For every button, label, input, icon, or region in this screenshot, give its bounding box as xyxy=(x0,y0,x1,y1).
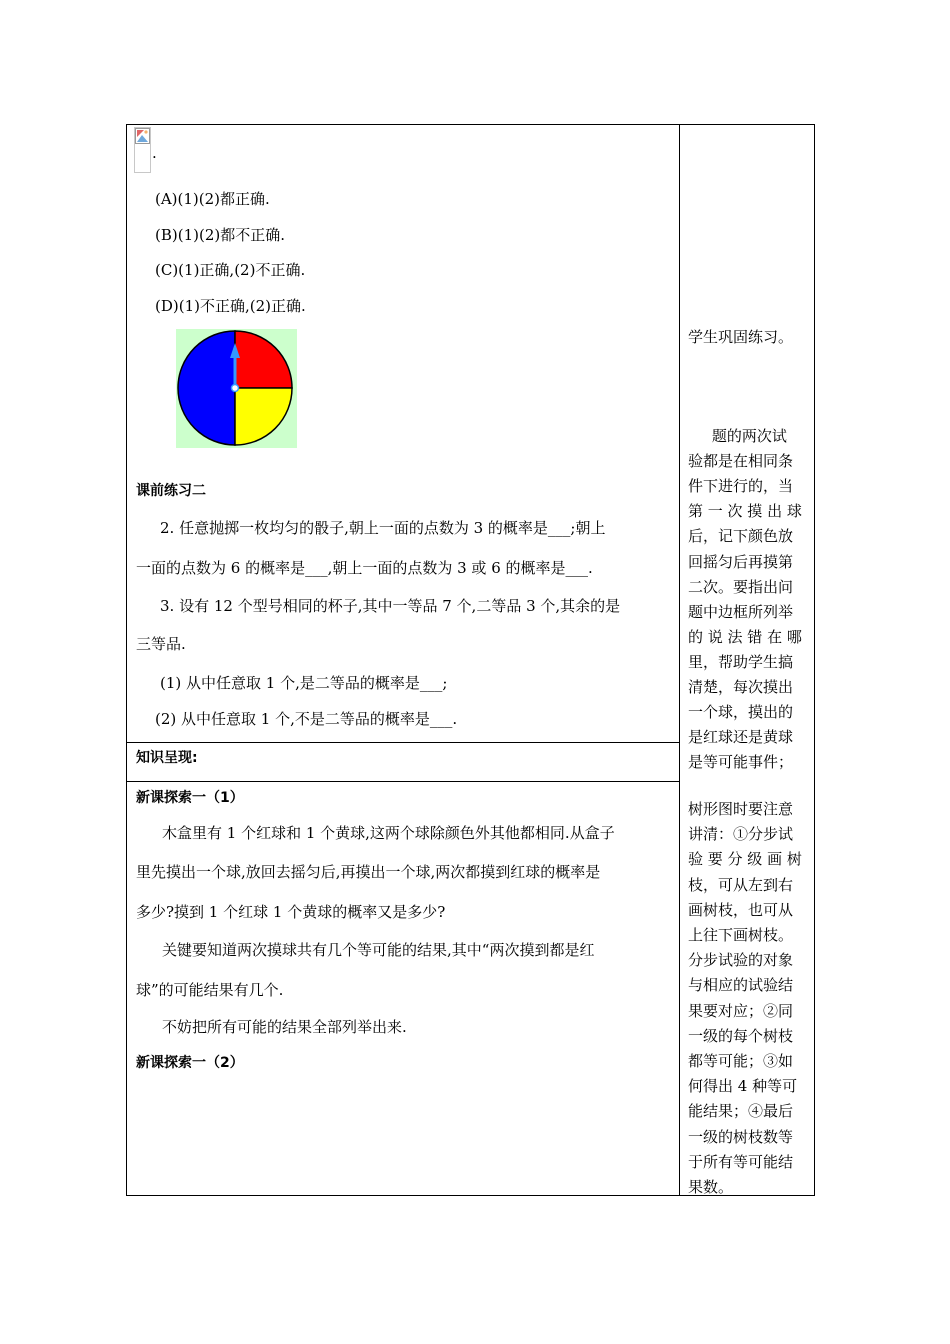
side-note-explanation-line: 回摇匀后再摸第 xyxy=(688,552,794,571)
row-divider-knowledge xyxy=(126,742,680,743)
side-note-explanation-line: 是等可能事件； xyxy=(688,753,794,772)
option-a: (A)(1)(2)都正确. xyxy=(155,190,270,208)
side-note-tree-diagram-line: 分步试验的对象 xyxy=(688,951,794,970)
section-practice-2-title: 课前练习二 xyxy=(136,483,206,499)
question-2-line-2: 一面的点数为 6 的概率是___,朝上一面的点数为 3 或 6 的概率是___. xyxy=(136,559,593,577)
side-note-tree-diagram-line: 何得出 4 种等可 xyxy=(688,1077,798,1096)
side-note-tree-diagram-line: 能结果；④最后 xyxy=(688,1102,794,1121)
side-note-tree-diagram-line: 都等可能；③如 xyxy=(688,1052,794,1070)
side-note-explanation-line: 是红球还是黄球 xyxy=(688,728,794,747)
explore-paragraph-2-line-1: 关键要知道两次摸球共有几个等可能的结果,其中“两次摸到都是红 xyxy=(162,941,595,959)
side-note-explanation-line: 题的两次试 xyxy=(688,427,787,445)
side-note-tree-diagram-line: 枝，可从左到右 xyxy=(688,875,794,894)
side-note-tree-diagram-line: 一级的树枝数等 xyxy=(688,1127,794,1146)
explore-paragraph-1-line-2: 里先摸出一个球,放回去摇匀后,再摸出一个球,两次都摸到红球的概率是 xyxy=(136,863,601,881)
side-note-explanation-line: 验都是在相同条 xyxy=(688,452,794,471)
side-note-tree-diagram-line: 树形图时要注意 xyxy=(688,800,794,818)
section-explore-1-title: 新课探索一（1） xyxy=(136,790,244,806)
question-3-sub-1: (1) 从中任意取 1 个,是二等品的概率是___; xyxy=(160,674,448,692)
side-note-explanation-line: 清楚，每次摸出 xyxy=(688,678,794,696)
side-note-explanation-line: 一个球，摸出的 xyxy=(688,703,794,722)
image-caption-dot: . xyxy=(152,144,157,162)
side-note-explanation-line: 件下进行的，当 xyxy=(688,477,794,496)
side-note-tree-diagram-line: 果数。 xyxy=(688,1178,734,1196)
question-3-line-1: 3. 设有 12 个型号相同的杯子,其中一等品 7 个,二等品 3 个,其余的是 xyxy=(160,597,621,615)
explore-paragraph-1-line-1: 木盒里有 1 个红球和 1 个黄球,这两个球除颜色外其他都相同.从盒子 xyxy=(162,824,615,842)
option-b: (B)(1)(2)都不正确. xyxy=(155,226,285,244)
side-note-explanation-line: 的 说 法 错 在 哪 xyxy=(688,627,802,646)
side-note-explanation-line: 第 一 次 摸 出 球 xyxy=(688,502,802,521)
option-d: (D)(1)不正确,(2)正确. xyxy=(155,297,306,315)
side-note-tree-diagram-line: 与相应的试验结 xyxy=(688,976,794,995)
explore-paragraph-1-line-3: 多少?摸到 1 个红球 1 个黄球的概率又是多少? xyxy=(136,903,446,921)
section-knowledge-title: 知识呈现: xyxy=(136,750,198,766)
side-note-tree-diagram-line: 验 要 分 级 画 树 xyxy=(688,850,802,869)
spinner-pie-chart xyxy=(176,329,297,448)
side-note-explanation-line: 题中边框所列举 xyxy=(688,602,794,621)
side-note-tree-diagram-line: 上往下画树枝。 xyxy=(688,926,794,944)
side-note-tree-diagram-line: 画树枝，也可从 xyxy=(688,900,794,919)
side-note-tree-diagram-line: 于所有等可能结 xyxy=(688,1152,794,1171)
side-note-tree-diagram-line: 讲清：①分步试 xyxy=(688,825,794,844)
side-note-tree-diagram-line: 果要对应；②同 xyxy=(688,1001,794,1020)
section-explore-2-title: 新课探索一（2） xyxy=(136,1055,244,1071)
row-divider-explore xyxy=(126,781,680,782)
question-3-line-2: 三等品. xyxy=(136,635,186,653)
explore-paragraph-2-line-2: 球”的可能结果有几个. xyxy=(136,981,284,999)
side-note-tree-diagram-line: 一级的每个树枝 xyxy=(688,1026,794,1045)
side-note-explanation-line: 二次。要指出问 xyxy=(688,577,794,596)
question-3-sub-2: (2) 从中任意取 1 个,不是二等品的概率是___. xyxy=(155,710,458,728)
broken-image-icon xyxy=(134,127,151,173)
side-note-explanation-line: 后，记下颜色放 xyxy=(688,527,794,546)
question-2-line-1: 2. 任意抛掷一枚均匀的骰子,朝上一面的点数为 3 的概率是___;朝上 xyxy=(160,519,606,537)
option-c: (C)(1)正确,(2)不正确. xyxy=(155,261,306,279)
column-divider xyxy=(679,124,680,1196)
explore-paragraph-3: 不妨把所有可能的结果全部列举出来. xyxy=(162,1018,407,1036)
side-note-explanation-line: 里，帮助学生搞 xyxy=(688,652,794,671)
side-note-practice: 学生巩固练习。 xyxy=(688,328,794,346)
